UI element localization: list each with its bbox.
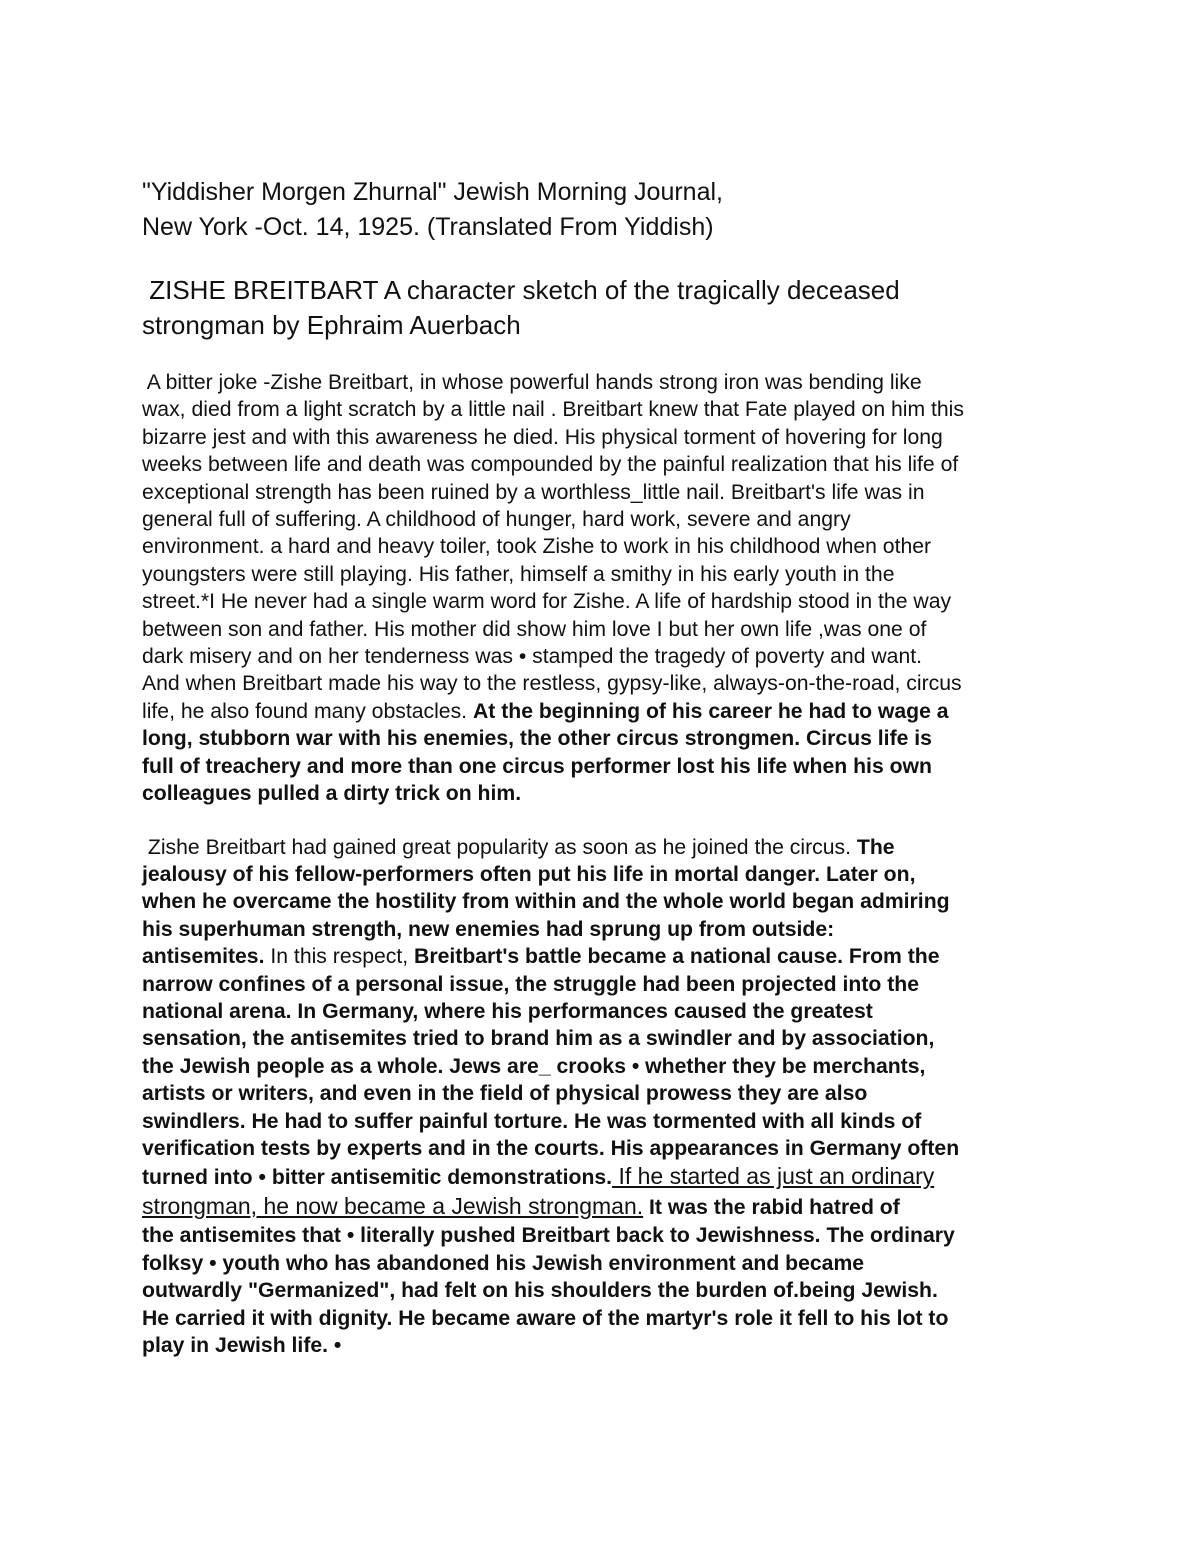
p2-bold-line: narrow confines of a personal issue, the struggle had been projected into the [142, 972, 920, 996]
p2-bold-line: his superhuman strength, new enemies had sprung up from outside: [142, 917, 835, 941]
p1-line: weeks between life and death was compounded by the painful realization that his life of [142, 453, 959, 477]
title-line-1: ZISHE BREITBART A character sketch of the tragically deceased [142, 275, 900, 305]
p2-bold-line: when he overcame the hostility from within and the whole world began admiring [142, 890, 950, 914]
p2-bold-line: outwardly "Germanized", had felt on his shoulders the burden of.being Jewish. [142, 1279, 938, 1303]
p2-underlined-text: strongman, he now became a Jewish strongman. [142, 1193, 644, 1220]
p1-line: street.*I He never had a single warm word for Zishe. A life of hardship stood in the way [142, 590, 952, 614]
p2-bold-line: sensation, the antisemites tried to brand him as a swindler and by association, [142, 1027, 935, 1051]
p1-line: between son and father. His mother did show him love I but her own life ,was one of [142, 617, 927, 641]
document-page [142, 175, 1062, 1359]
p1-bold-line: full of treachery and more than one circus performer lost his life when his own [142, 754, 932, 778]
header-line-2: New York -Oct. 14, 1925. (Translated From Yiddish) [142, 213, 714, 241]
p2-line [142, 1162, 1062, 1192]
p1-line: bizarre jest and with this awareness he died. His physical torment of hovering for long [142, 425, 943, 449]
article-title [142, 273, 1062, 343]
p2-bold-line: swindlers. He had to suffer painful torture. He was tormented with all kinds of [142, 1109, 922, 1133]
p2-bold-line: jealousy of his fellow-performers often put his life in mortal danger. Later on, [142, 862, 916, 886]
p1-bold-line: colleagues pulled a dirty trick on him. [142, 782, 522, 806]
p1-line: dark misery and on her tenderness was • stamped the tragedy of poverty and want. [142, 645, 923, 669]
p2-text: In this respect, [264, 945, 415, 969]
publication-header [142, 175, 1062, 245]
title-line-2: strongman by Ephraim Auerbach [142, 310, 521, 340]
p2-bold-line: national arena. In Germany, where his performances caused the greatest [142, 999, 873, 1023]
p1-line: general full of suffering. A childhood of hunger, hard work, severe and angry [142, 508, 851, 532]
p2-bold-line: the antisemites that • literally pushed Breitbart back to Jewishness. The ordinary [142, 1224, 955, 1248]
header-line-1: "Yiddisher Morgen Zhurnal" Jewish Morning Journal, [142, 178, 723, 206]
p2-bold-line: verification tests by experts and in the courts. His appearances in Germany often [142, 1136, 960, 1160]
p1-line: wax, died from a light scratch by a little nail . Breitbart knew that Fate played on him this [142, 398, 964, 422]
p2-line [142, 1192, 1062, 1222]
p2-underlined-text: If he started as just an ordinary [612, 1163, 935, 1190]
p2-bold-line: play in Jewish life. • [142, 1334, 342, 1357]
p2-bold-text: The [856, 835, 895, 859]
p2-bold-line: folksy • youth who has abandoned his Jewish environment and became [142, 1251, 865, 1275]
p2-line [142, 834, 1062, 861]
p1-bold-line: long, stubborn war with his enemies, the other circus strongmen. Circus life is [142, 727, 932, 751]
p1-line [142, 698, 1062, 725]
p1-line: environment. a hard and heavy toiler, took Zishe to work in his childhood when other [142, 535, 932, 559]
p2-line [142, 943, 1062, 970]
p2-text: Zishe Breitbart had gained great popularity as soon as he joined the circus. [142, 835, 857, 859]
paragraph-1 [142, 369, 1062, 808]
p2-bold-line: artists or writers, and even in the field of physical prowess they are also [142, 1082, 868, 1106]
p2-bold-text: turned into • bitter antisemitic demonstrations. [142, 1166, 613, 1190]
p2-bold-text: It was the rabid hatred of [643, 1196, 900, 1220]
p1-bold-text: At the beginning of his career he had to wage a [472, 699, 949, 723]
p1-line: And when Breitbart made his way to the restless, gypsy-like, always-on-the-road, circus [142, 672, 962, 696]
p2-bold-text: antisemites. [142, 945, 265, 969]
paragraph-2 [142, 834, 1062, 1360]
p1-line: exceptional strength has been ruined by a worthless_little nail. Breitbart's life was in [142, 480, 925, 504]
p2-bold-text: Breitbart's battle became a national cause. From the [414, 945, 940, 969]
p2-bold-line: He carried it with dignity. He became aware of the martyr's role it fell to his lot to [142, 1306, 949, 1330]
p2-bold-line: the Jewish people as a whole. Jews are_ crooks • whether they be merchants, [142, 1054, 926, 1078]
p1-text: life, he also found many obstacles. [142, 699, 473, 723]
p1-line: A bitter joke -Zishe Breitbart, in whose powerful hands strong iron was bending like [142, 371, 922, 394]
p1-line: youngsters were still playing. His father, himself a smithy in his early youth in the [142, 562, 895, 586]
